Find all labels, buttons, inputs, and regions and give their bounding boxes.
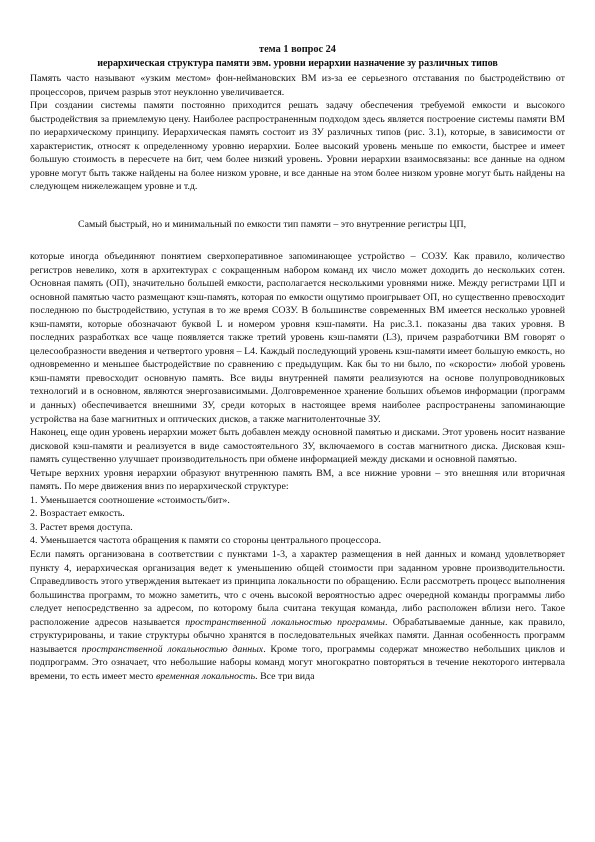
text-run: Если память организована в соответствии с пунктами 1-3, а характер размещения в ней данных и команд удовлетворяет пункту 4, иерархическая организация ведет к уменьшению общей стоимости при заданном уровне производительности. Справедливость этого утверждения вытекает из принципа локальности по обращению. Если рассмотреть процесс выполнения большинства программ, то можно заметить, что с очень высокой вероятностью адрес очередной команды программы либо следует непосредственно за адресом, по которому была считана текущая команда, либо расположен вблизи него. Такое расположение адресов называется (30, 549, 565, 628)
list-item: 4. Уменьшается частота обращения к памяти со стороны центрального процессора. (30, 535, 382, 547)
text-run: . Все три вида (255, 670, 315, 682)
paragraph: которые иногда объединяют понятием сверхоперативное запоминающее устройство – СОЗУ. Как правило, количество регистров невелико, хотя в архитектурах с сокращенным набором команд их число может доходить до нескольких сотен. Основная память (ОП), значительно большей емкости, располагается несколькими уровнями ниже. Между регистрами ЦП и основной памятью часто размещают кэш-память, которая по емкости ощутимо проигрывает ОП, но существенно превосходит последнюю по быстродействию, уступая в то же время СОЗУ. В большинстве современных ВМ имеется несколько уровней кэш-памяти, которые обозначают буквой L и номером уровня кэш-памяти. На рис.3.1. показаны два таких уровня. В последних разработках все чаще появляется также третий уровень кэш-памяти (L3), причем разработчики ВМ говорят о целесообразности введения и четвертого уровня – L4. Каждый последующий уровень кэш-памяти имеет большую емкость, но одновременно и меньшее быстродействие по сравнению с предыдущим. Как бы то ни было, по «скорости» любой уровень кэш-памяти превосходит основную память. Все виды внутренней памяти реализуются на основе полупроводниковых технологий и в основном, являются энергозависимыми. Долговременное хранение больших объемов информации (программ и данных) обеспечивается внешними ЗУ, среди которых в настоящее время наиболее распространены запоминающие устройства на базе магнитных и оптических дисков, а также магнитоленточные ЗУ. (30, 251, 565, 425)
paragraph: Память часто называют «узким местом» фон-неймановских ВМ из-за ее серьезного отставания по быстродействию от процессоров, причем разрыв этот неуклонно увеличивается. (30, 73, 565, 98)
list-item: 1. Уменьшается соотношение «стоимость/бит». (30, 494, 230, 506)
paragraph: Наконец, еще один уровень иерархии может быть добавлен между основной памятью и дисками. Этот уровень носит название дисковой кэш-памяти и реализуется в виде самостоятельного ЗУ, включаемого в состав магнитного диска. Дисковая кэш-память существенно улучшает производительность при обмене информацией между дисками и основной памятью. (30, 427, 565, 466)
italic-term: временная локальность (155, 670, 256, 682)
paragraph-locality (30, 548, 565, 683)
list-item: 3. Растет время доступа. (30, 521, 133, 533)
italic-term: пространственной локальностью данных (81, 643, 264, 655)
text-block-main (30, 250, 565, 684)
paragraph: При создании системы памяти постоянно приходится решать задачу обеспечения требуемой емкости и высокого быстродействия за приемлемую цену. Наиболее распространенным подходом здесь является построение системы памяти ВМ по иерархическому принципу. Иерархическая память состоит из ЗУ различных типов (рис. 3.1), которые, в зависимости от характеристик, относят к определенному уровню иерархии. Более высокий уровень меньше по емкости, быстрее и имеет большую стоимость в пересчете на бит, чем более низкий уровень. Уровни иерархии взаимосвязаны: все данные на одном уровне могут быть также найдены на более низком уровне, и все данные на этом более низком уровне могут быть найдены на следующем нижележащем уровне и т.д. (30, 100, 565, 193)
text-block-intro (30, 72, 565, 194)
italic-term: пространственной локальностью программы (185, 616, 385, 628)
text-run: . Обрабатываемые данные, как правило, структурированы, и такие структуры обычно хранятся в последовательных ячейках памяти. Данная особенность программ называется (30, 616, 565, 655)
text-run: . Кроме того, программы содержат множество небольших циклов и подпрограмм. Это означает, что небольшие наборы команд могут многократно повторяться в течение некоторого интервала времени, то есть имеет место (30, 643, 565, 682)
paragraph: Четыре верхних уровня иерархии образуют внутреннюю память ВМ, а все нижние уровни – это внешняя или вторичная память. По мере движения вниз по иерархической структуре: (30, 467, 565, 493)
page-title: тема 1 вопрос 24 (259, 44, 336, 55)
paragraph: Самый быстрый, но и минимальный по емкости тип памяти – это внутренние регистры ЦП, (78, 219, 467, 230)
page-subtitle: иерархическая структура памяти эвм. уровни иерархии назначение зу различных типов (97, 58, 498, 69)
list-item: 2. Возрастает емкость. (30, 508, 125, 520)
text-block-registers (30, 218, 565, 232)
